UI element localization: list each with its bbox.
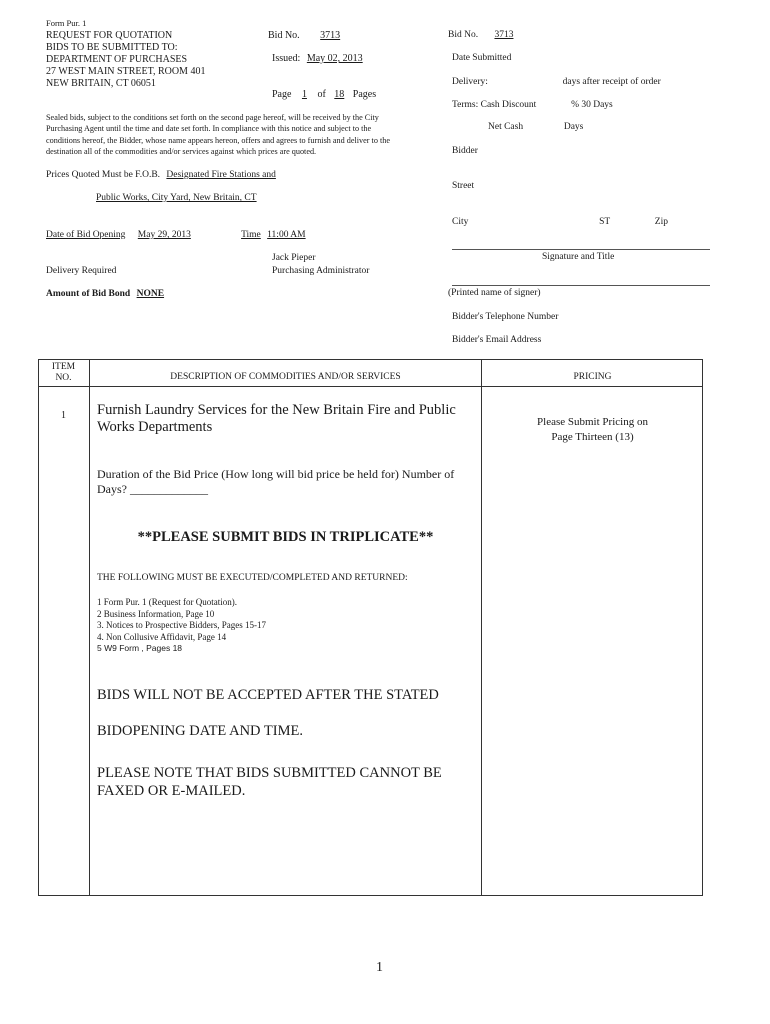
triplicate-notice: **PLEASE SUBMIT BIDS IN TRIPLICATE** [137,529,434,545]
bid-no-header [268,30,364,41]
not-accepted-line-1: BIDS WILL NOT BE ACCEPTED AFTER THE STATED [97,687,439,703]
table-header-rule [38,386,703,387]
list-item: 3. Notices to Prospective Bidders, Pages 15-17 [97,620,266,631]
delivery-required-label: Delivery Required [46,266,117,276]
bid-opening-date: May 29, 2013 [137,230,191,240]
bid-bond-label: Amount of Bid Bond [46,289,131,299]
following-notice: THE FOLLOWING MUST BE EXECUTED/COMPLETED AND RETURNED: [97,573,408,583]
fob-value-1: Designated Fire Stations and [166,170,276,180]
pages-label: Pages [352,89,377,100]
telephone-field[interactable] [452,312,699,322]
list-item: 4. Non Collusive Affidavit, Page 14 [97,631,227,642]
bid-opening-time: 11:00 AM [267,230,306,240]
no-fax-note: PLEASE NOTE THAT BIDS SUBMITTED CANNOT BE FAXED OR E-MAILED. [97,765,442,799]
delivery-required [46,266,259,276]
net-cash-field[interactable] [488,122,583,132]
col-item-line-2: NO. [55,373,72,383]
st-label: ST [599,217,611,227]
title-line-4: 27 WEST MAIN STREET, ROOM 401 [46,66,206,77]
duration-text: Duration of the Bid Price (How long will bid price be held for) Number of Days? _____________ [97,467,455,496]
form-label: Form Pur. 1 [46,18,87,28]
fob-value-2: Public Works, City Yard, New Britain, CT [96,193,257,203]
page-number: 1 [376,960,383,975]
signature-line[interactable] [452,249,710,250]
bid-no-label: Bid No. [268,30,300,41]
pricing-line-2: Page Thirteen (13) [551,431,634,443]
zip-label: Zip [654,217,668,227]
printed-name-label: (Printed name of signer) [448,288,541,298]
list-item: 5 W9 Form , Pages 18 [97,643,183,654]
item-title: Furnish Laundry Services for the New Britain Fire and Public Works Departments [97,402,456,435]
col-item-line-1: ITEM [51,362,76,372]
delivery-label: Delivery: [452,77,488,87]
not-accepted-line-2: BIDOPENING DATE AND TIME. [97,723,303,739]
city-field[interactable] [452,217,708,227]
email-field[interactable] [452,335,700,345]
page-label: Page [272,89,292,100]
page-count [272,89,376,100]
list-item: 2 Business Information, Page 10 [97,608,215,619]
delivery-suffix: days after receipt of order [562,77,661,87]
intro-paragraph: Sealed bids, subject to the conditions set forth on the second page hereof, will be received by the City Purchasing Agent until the time and date set forth. In compliance with this notice and subject to the conditions hereof, the Bidder, whose name appears hereon, offers and agrees to furnish and deliver to the destination all of the commodities and/or services against which prices are quoted. [46,113,390,156]
signer-name: Jack Pieper [272,253,316,263]
bid-bond-value: NONE [136,289,165,299]
right-bid-no-value: 3713 [494,30,514,40]
page-total: 18 [334,89,345,100]
street-label: Street [452,181,475,191]
required-forms-list [97,597,266,655]
signer-title: Purchasing Administrator [272,266,370,276]
net-cash-suffix: Days [563,122,584,132]
right-bid-no [448,30,553,40]
terms-suffix: % 30 Days [571,100,613,110]
bidder-field[interactable] [452,146,706,156]
right-bid-no-label: Bid No. [448,30,479,40]
col-description-header: DESCRIPTION OF COMMODITIES AND/OR SERVICES [170,372,401,382]
net-cash-label: Net Cash [488,122,524,132]
issued-value: May 02, 2013 [306,53,363,64]
terms-label: Terms: Cash Discount [452,100,537,110]
city-label: City [452,217,469,227]
fob-line [46,170,316,180]
bid-bond [46,289,164,299]
date-submitted-label: Date Submitted [452,53,512,63]
col-pricing-header: PRICING [573,372,612,382]
title-line-1: REQUEST FOR QUOTATION [46,30,173,41]
date-submitted-field[interactable] [452,53,680,63]
printed-name-line[interactable] [452,285,710,286]
email-label: Bidder's Email Address [452,335,542,345]
bid-opening-time-label: Time [241,230,261,240]
page-num: 1 [301,89,307,100]
issued-label: Issued: [272,53,301,64]
title-line-2: BIDS TO BE SUBMITTED TO: [46,42,178,53]
title-line-5: NEW BRITAIN, CT 06051 [46,78,156,89]
title-line-3: DEPARTMENT OF PURCHASES [46,54,188,65]
issued [272,53,367,64]
list-item: 1 Form Pur. 1 (Request for Quotation). [97,597,237,607]
street-field[interactable] [452,181,709,191]
terms-field[interactable] [452,100,613,110]
delivery-days-field[interactable] [452,77,661,87]
table-divider-1 [89,359,90,896]
bid-no-value: 3713 [320,30,341,41]
bidder-label: Bidder [452,146,478,156]
pricing-line-1: Please Submit Pricing on [537,416,648,428]
fob-label: Prices Quoted Must be F.O.B. [46,170,161,180]
bid-opening-date-label: Date of Bid Opening [46,230,126,240]
bid-opening [46,230,334,240]
signature-title-label: Signature and Title [542,252,615,262]
telephone-label: Bidder's Telephone Number [452,312,559,322]
item-number: 1 [61,410,66,421]
of-label: of [317,89,326,100]
